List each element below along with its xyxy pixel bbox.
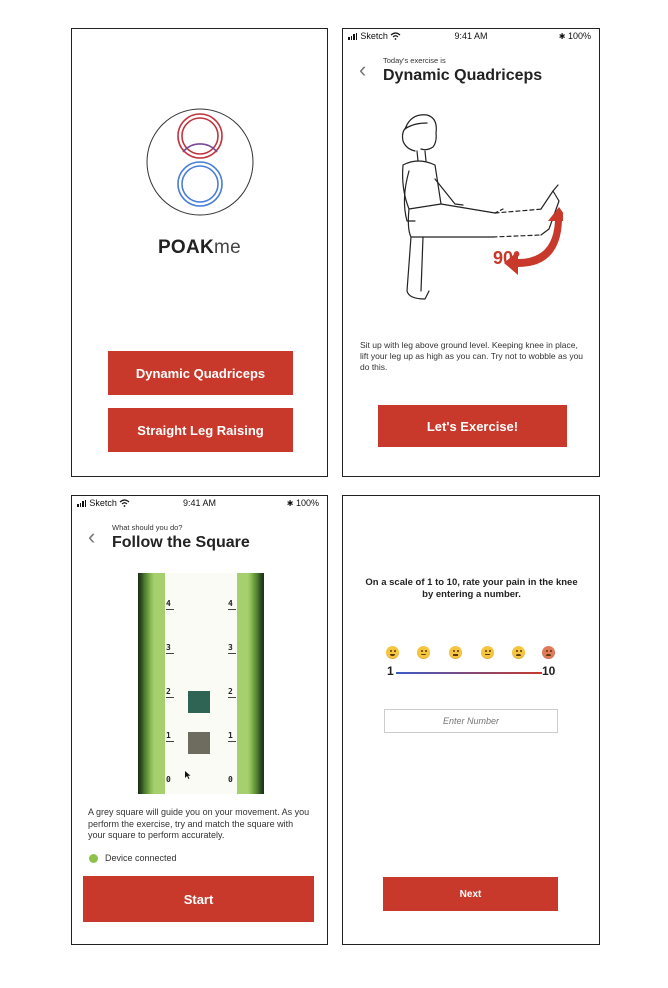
- device-status-label: Device connected: [105, 853, 177, 863]
- exercise-kicker: Today's exercise is: [383, 56, 446, 65]
- follow-square-screen: [71, 495, 328, 945]
- battery-label: 100%: [295, 498, 319, 508]
- start-button[interactable]: Start: [83, 876, 314, 922]
- status-time: 9:41 AM: [454, 31, 488, 41]
- bluetooth-icon: ✱: [286, 499, 294, 508]
- back-chevron-icon[interactable]: ‹: [359, 57, 367, 82]
- pain-number-input[interactable]: [384, 709, 558, 733]
- pain-question: On a scale of 1 to 10, rate your pain in the knee by entering a number.: [365, 577, 578, 600]
- battery-label: 100%: [567, 31, 591, 41]
- follow-title: Follow the Square: [112, 534, 250, 551]
- exercise-title: Dynamic Quadriceps: [383, 67, 543, 84]
- scale-tick-line: [228, 609, 236, 610]
- battery-level: [287, 498, 319, 508]
- scale-tick-line: [166, 741, 174, 742]
- cursor-icon: [185, 771, 191, 779]
- user-square: [188, 732, 210, 754]
- scale-tick-line: [166, 697, 174, 698]
- exercise-screen: [342, 28, 600, 477]
- scale-tick-line: [166, 609, 174, 610]
- grinning-face-icon[interactable]: [386, 646, 399, 659]
- next-button[interactable]: Next: [383, 877, 558, 911]
- scale-tick-label: 2: [228, 687, 233, 696]
- lets-exercise-button[interactable]: Let's Exercise!: [378, 405, 567, 447]
- seated-leg-lift-illustration: [383, 109, 563, 309]
- bluetooth-icon: ✱: [558, 32, 566, 41]
- brand-wordmark: [72, 237, 327, 259]
- movement-track: [138, 573, 264, 794]
- poakme-logo-icon: [145, 107, 255, 217]
- scale-tick-line: [228, 697, 236, 698]
- exercise-description: Sit up with leg above ground level. Keeping knee in place, lift your leg up as high as you can. Try not to wobble as you do this.: [360, 340, 584, 372]
- track-left-rail: [138, 573, 165, 794]
- scale-min-label: 1: [387, 664, 394, 678]
- scale-tick-label: 1: [166, 731, 171, 740]
- scale-tick-line: [228, 653, 236, 654]
- scale-tick-label: 3: [166, 643, 171, 652]
- scale-tick-label: 4: [228, 599, 233, 608]
- brand-bold: POAK: [157, 237, 215, 258]
- carrier-label: Sketch: [360, 31, 388, 41]
- device-status: [89, 853, 177, 863]
- scale-tick-label: 2: [166, 687, 171, 696]
- status-bar: [343, 29, 599, 43]
- scale-tick-label: 0: [166, 775, 171, 784]
- grimacing-face-icon[interactable]: [449, 646, 462, 659]
- scale-tick-line: [166, 653, 174, 654]
- back-chevron-icon[interactable]: ‹: [88, 524, 96, 549]
- pain-scale-line: [396, 672, 542, 674]
- pain-rating-screen: [342, 495, 600, 945]
- battery-level: [559, 31, 591, 41]
- scale-tick-label: 3: [228, 643, 233, 652]
- straight-leg-raising-button[interactable]: Straight Leg Raising: [108, 408, 293, 452]
- scale-tick-label: 4: [166, 599, 171, 608]
- scale-max-label: 10: [542, 664, 556, 678]
- carrier-label: Sketch: [89, 498, 117, 508]
- brand-light: me: [214, 237, 242, 258]
- home-screen: [71, 28, 328, 477]
- target-square: [188, 691, 210, 713]
- connected-dot-icon: [89, 854, 98, 863]
- status-bar: [72, 496, 327, 510]
- angry-face-icon[interactable]: [542, 646, 555, 659]
- follow-description: A grey square will guide you on your movement. As you perform the exercise, try and match the square with your square to perform accurately.: [88, 807, 310, 840]
- sad-face-icon[interactable]: [512, 646, 525, 659]
- status-time: 9:41 AM: [182, 498, 217, 508]
- scale-tick-label: 0: [228, 775, 233, 784]
- scale-tick-label: 1: [228, 731, 233, 740]
- relieved-face-icon[interactable]: [417, 646, 430, 659]
- neutral-face-icon[interactable]: [481, 646, 494, 659]
- angle-label: 90°: [493, 248, 521, 268]
- scale-tick-line: [228, 741, 236, 742]
- track-right-rail: [237, 573, 264, 794]
- dynamic-quadriceps-button[interactable]: Dynamic Quadriceps: [108, 351, 293, 395]
- follow-kicker: What should you do?: [112, 523, 183, 532]
